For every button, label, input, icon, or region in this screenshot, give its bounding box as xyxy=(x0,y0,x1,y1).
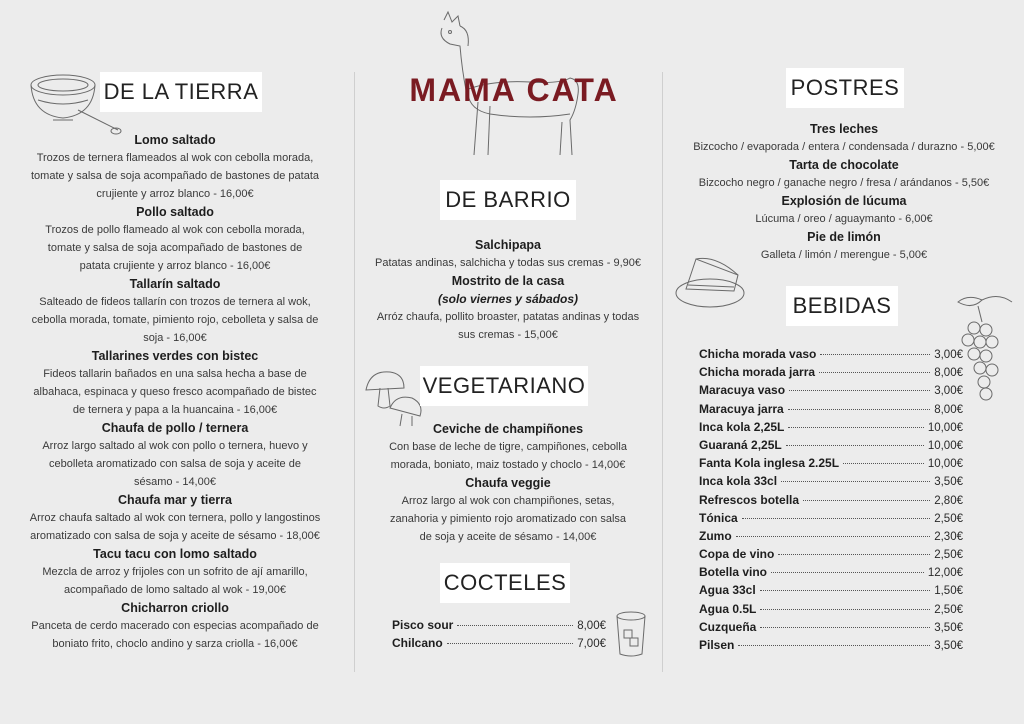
dot-leader xyxy=(786,445,924,446)
heading-postres: POSTRES xyxy=(786,68,904,108)
dot-leader xyxy=(788,409,930,410)
bebida-row xyxy=(699,547,963,565)
item-name: Salchipapa xyxy=(475,238,541,252)
cocteles-list xyxy=(392,618,606,654)
item-note: (solo viernes y sábados) xyxy=(437,292,579,306)
item-description: boniato frito, choclo andino y sarza criolla - 16,00€ xyxy=(52,638,298,650)
item-name: Chicharron criollo xyxy=(121,601,229,615)
item-price: 3,00€ xyxy=(934,349,963,361)
bebida-row xyxy=(699,365,963,383)
de-la-tierra-item xyxy=(10,419,340,491)
item-name: Cuzqueña xyxy=(699,619,757,634)
de-la-tierra-item xyxy=(10,131,340,203)
item-name: Pie de limón xyxy=(807,230,881,244)
heading-bebidas: BEBIDAS xyxy=(786,286,898,326)
heading-vegetariano: VEGETARIANO xyxy=(420,366,588,406)
dot-leader xyxy=(789,390,930,391)
item-price: 3,50€ xyxy=(934,621,963,634)
bebida-row xyxy=(699,402,963,420)
item-price: 2,50€ xyxy=(934,603,963,616)
column-divider-right xyxy=(662,72,663,672)
item-description: Galleta / limón / merengue - 5,00€ xyxy=(760,249,928,261)
postres-item xyxy=(666,120,1022,156)
item-description: albahaca, espinaca y queso fresco acompañado de bistec xyxy=(33,386,317,398)
coctel-row xyxy=(392,636,606,654)
item-description: de soja y aceite de sésamo - 14,00€ xyxy=(419,531,597,543)
item-name: Zumo xyxy=(699,528,732,543)
item-description: morada, boniato, maiz tostado y choclo - 14,00€ xyxy=(390,459,626,471)
item-price: 10,00€ xyxy=(927,439,963,452)
dot-leader xyxy=(819,372,930,373)
item-name: Tónica xyxy=(699,510,738,525)
item-description: Bizcocho / evaporada / entera / condensada / durazno - 5,00€ xyxy=(693,141,995,153)
item-name: Guaraná 2,25L xyxy=(699,437,782,452)
bebida-row xyxy=(699,438,963,456)
item-description: Arróz chaufa, pollito broaster, patatas andinas y todas xyxy=(376,311,640,323)
bebidas-list xyxy=(699,347,963,656)
vegetariano-item xyxy=(358,474,658,546)
item-name: Tarta de chocolate xyxy=(789,158,899,172)
item-price: 7,00€ xyxy=(577,638,606,651)
dot-leader xyxy=(788,427,923,428)
bebida-row xyxy=(699,638,963,656)
bebida-row xyxy=(699,602,963,620)
bebida-row xyxy=(699,420,963,438)
item-name: Ceviche de champiñones xyxy=(432,422,584,436)
item-name: Chaufa de pollo / ternera xyxy=(101,421,249,435)
item-price: 2,50€ xyxy=(934,512,963,525)
item-description: zanahoria y pimiento rojo aromatizado con salsa xyxy=(389,513,627,525)
item-description: Bizcocho negro / ganache negro / fresa / arándanos - 5,50€ xyxy=(698,177,990,189)
item-name: Maracuya jarra xyxy=(699,401,784,416)
bebida-row xyxy=(699,529,963,547)
item-price: 8,00€ xyxy=(934,403,963,416)
item-description: Arroz chaufa saltado al wok con ternera, pollo y langostinos xyxy=(29,512,321,524)
postres-item xyxy=(666,156,1022,192)
postres-item xyxy=(666,192,1022,228)
glass-icon xyxy=(612,608,650,660)
de-la-tierra-item xyxy=(10,203,340,275)
vegetariano-item xyxy=(358,420,658,474)
item-name: Lomo saltado xyxy=(134,133,216,147)
item-name: Chilcano xyxy=(392,636,443,651)
item-description: sésamo - 14,00€ xyxy=(134,476,216,488)
item-name: Tacu tacu con lomo saltado xyxy=(93,547,257,561)
de-la-tierra-item xyxy=(10,491,340,545)
item-description: Patatas andinas, salchicha y todas sus cremas - 9,90€ xyxy=(375,257,641,269)
de-la-tierra-item xyxy=(10,545,340,599)
item-price: 8,00€ xyxy=(577,620,606,632)
de-barrio-item xyxy=(358,236,658,272)
item-name: Inca kola 33cl xyxy=(699,474,778,489)
item-price: 2,50€ xyxy=(934,549,963,562)
item-description: soja - 16,00€ xyxy=(143,332,207,344)
item-price: 10,00€ xyxy=(927,421,963,434)
dot-leader xyxy=(736,536,931,537)
item-name: Pollo saltado xyxy=(136,205,214,219)
dot-leader xyxy=(781,481,930,482)
item-description: Con base de leche de tigre, campiñones, cebolla xyxy=(389,441,627,453)
heading-cocteles: COCTELES xyxy=(440,563,570,603)
de-la-tierra-item xyxy=(10,599,340,653)
item-name: Mostrito de la casa xyxy=(451,274,565,288)
dot-leader xyxy=(760,627,930,628)
item-price: 2,80€ xyxy=(934,494,963,507)
heading-de-barrio: DE BARRIO xyxy=(440,180,576,220)
item-name: Agua 33cl xyxy=(699,583,756,598)
dot-leader xyxy=(771,572,924,573)
item-name: Chaufa mar y tierra xyxy=(118,493,232,507)
item-name: Botella vino xyxy=(699,565,768,580)
de-la-tierra-item xyxy=(10,347,340,419)
dot-leader xyxy=(457,625,573,626)
item-name: Refrescos botella xyxy=(699,492,800,507)
item-description: Panceta de cerdo macerado con especias acompañado de xyxy=(31,620,319,632)
bebida-row xyxy=(699,565,963,583)
dot-leader xyxy=(738,645,930,646)
column-divider-left xyxy=(354,72,355,672)
item-description: Trozos de ternera flameados al wok con cebolla morada, xyxy=(36,152,314,164)
item-price: 3,50€ xyxy=(934,476,963,489)
item-name: Maracuya vaso xyxy=(699,383,786,398)
item-name: Pilsen xyxy=(699,638,735,652)
item-name: Tallarines verdes con bistec xyxy=(91,349,259,363)
item-description: Mezcla de arroz y frijoles con un sofrito de ají amarillo, xyxy=(42,566,308,578)
item-description: Salteado de fideos tallarín con trozos de ternera al wok, xyxy=(39,296,311,308)
item-description: de ternera y papa a la huancaina - 16,00€ xyxy=(72,404,278,416)
item-name: Chaufa veggie xyxy=(465,476,551,490)
bebida-row xyxy=(699,620,963,638)
dot-leader xyxy=(447,643,574,644)
item-name: Copa de vino xyxy=(699,547,775,562)
de-la-tierra-item xyxy=(10,275,340,347)
item-price: 8,00€ xyxy=(934,367,963,380)
item-name: Explosión de lúcuma xyxy=(781,194,907,208)
item-description: aromatizado con salsa de soja y aceite de sésamo - 18,00€ xyxy=(30,530,320,542)
dot-leader xyxy=(760,609,930,610)
item-price: 3,50€ xyxy=(934,640,963,652)
item-description: cebolla morada, tomate, pimiento rojo, cebolleta y salsa de xyxy=(31,314,319,326)
item-name: Agua 0.5L xyxy=(699,601,757,616)
item-price: 10,00€ xyxy=(927,458,963,471)
item-description: Arroz largo al wok con champiñones, setas, xyxy=(401,495,615,507)
dot-leader xyxy=(843,463,924,464)
item-description: tomate y salsa de soja acompañado de bastones de patata xyxy=(30,170,320,182)
bebida-row xyxy=(699,511,963,529)
bebida-row xyxy=(699,383,963,401)
bebida-row xyxy=(699,493,963,511)
heading-de-la-tierra: DE LA TIERRA xyxy=(100,72,262,112)
item-description: cebolleta aromatizado con salsa de soja y aceite de xyxy=(49,458,301,470)
bebida-row xyxy=(699,456,963,474)
item-name: Inca kola 2,25L xyxy=(699,419,785,434)
pie-icon xyxy=(672,245,762,320)
dot-leader xyxy=(778,554,930,555)
bebida-row xyxy=(699,474,963,492)
item-description: Fideos tallarin bañados en una salsa hecha a base de xyxy=(43,368,307,380)
item-description: Trozos de pollo flameado al wok con cebolla morada, xyxy=(45,224,305,236)
dot-leader xyxy=(803,500,930,501)
item-description: Lúcuma / oreo / aguaymanto - 6,00€ xyxy=(755,213,933,225)
item-name: Chicha morada jarra xyxy=(699,365,816,380)
dot-leader xyxy=(820,354,930,355)
de-barrio-item xyxy=(358,272,658,344)
bebida-row xyxy=(699,583,963,601)
item-description: sus cremas - 15,00€ xyxy=(458,329,558,341)
item-name: Fanta Kola inglesa 2.25L xyxy=(699,456,840,471)
item-price: 2,30€ xyxy=(934,530,963,543)
item-price: 1,50€ xyxy=(934,585,963,598)
coctel-row xyxy=(392,618,606,636)
item-price: 3,00€ xyxy=(934,385,963,398)
item-name: Tres leches xyxy=(809,122,879,136)
item-name: Tallarín saltado xyxy=(129,277,221,291)
dot-leader xyxy=(760,590,931,591)
item-name: Chicha morada vaso xyxy=(699,347,817,361)
item-price: 12,00€ xyxy=(927,567,963,580)
item-description: acompañado de lomo saltado al wok - 19,00€ xyxy=(64,584,286,596)
dot-leader xyxy=(742,518,931,519)
item-description: patata crujiente y arroz blanco - 16,00€ xyxy=(79,260,271,272)
item-description: Arroz largo saltado al wok con pollo o ternera, huevo y xyxy=(42,440,308,452)
item-name: Pisco sour xyxy=(392,618,454,632)
item-description: crujiente y arroz blanco - 16,00€ xyxy=(96,188,254,200)
restaurant-title: MAMA CATA xyxy=(409,72,619,108)
item-description: tomate y salsa de soja acompañado de bastones de xyxy=(47,242,303,254)
bebida-row xyxy=(699,347,963,365)
